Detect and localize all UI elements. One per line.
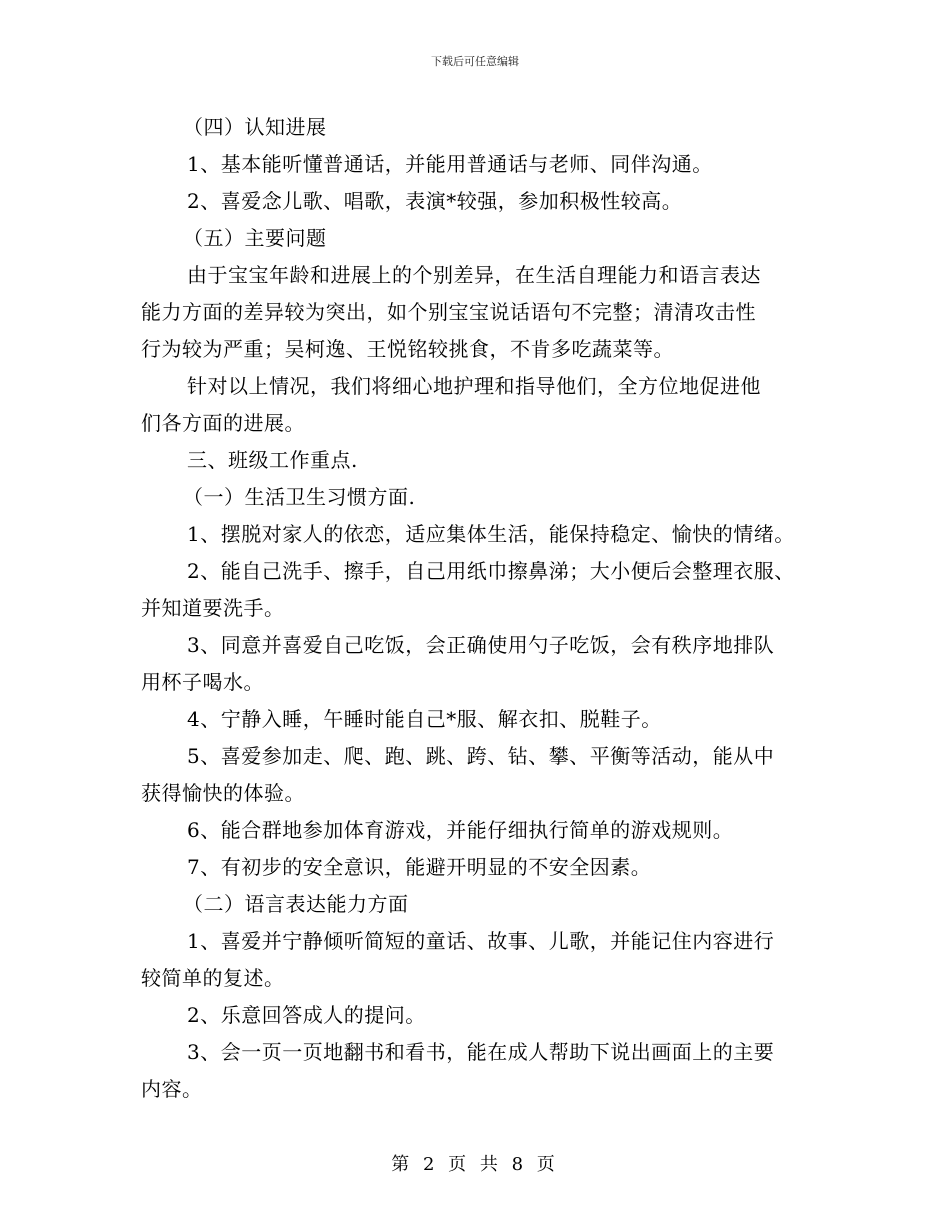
list-item: 5、喜爱参加走、爬、跑、跳、跨、钻、攀、平衡等活动，能从中 (187, 744, 775, 768)
list-item: 1、喜爱并宁静倾听简短的童话、故事、儿歌，并能记住内容进行 (187, 929, 775, 953)
list-item: 获得愉快的体验。 (141, 781, 305, 805)
section-heading: （四）认知进展 (183, 115, 327, 139)
page-number-footer: 第 2 页 共 8 页 (391, 1154, 559, 1175)
list-item: 3、同意并喜爱自己吃饭，会正确使用勺子吃饭，会有秩序地排队 (187, 633, 775, 657)
paragraph-line: 由于宝宝年龄和进展上的个别差异，在生活自理能力和语言表达 (187, 263, 761, 287)
list-item: 较简单的复述。 (141, 966, 285, 990)
paragraph-line: 针对以上情况，我们将细心地护理和指导他们，全方位地促进他 (187, 374, 761, 398)
section-heading: 三、班级工作重点. (187, 448, 358, 472)
list-item: 1、摆脱对家人的依恋，适应集体生活，能保持稳定、愉快的情绪。 (187, 522, 795, 546)
list-item: 2、喜爱念儿歌、唱歌，表演*较强，参加积极性较高。 (187, 189, 683, 213)
list-item: 3、会一页一页地翻书和看书，能在成人帮助下说出画面上的主要 (187, 1040, 775, 1064)
list-item: 6、能合群地参加体育游戏，并能仔细执行简单的游戏规则。 (187, 818, 734, 842)
list-item: 2、乐意回答成人的提问。 (187, 1003, 426, 1027)
paragraph-line: 们各方面的进展。 (141, 411, 305, 435)
list-item: 7、有初步的安全意识，能避开明显的不安全因素。 (187, 855, 652, 879)
paragraph-line: 行为较为严重；吴柯逸、王悦铭较挑食，不肯多吃蔬菜等。 (141, 337, 674, 361)
section-heading: （五）主要问题 (183, 226, 327, 250)
list-item: 并知道要洗手。 (141, 596, 285, 620)
list-item: 1、基本能听懂普通话，并能用普通话与老师、同伴沟通。 (187, 152, 713, 176)
page-header: 下载后可任意编辑 (431, 55, 519, 68)
paragraph-line: 能力方面的差异较为突出，如个别宝宝说话语句不完整；清清攻击性 (141, 300, 756, 324)
list-item: 2、能自己洗手、擦手，自己用纸巾擦鼻涕；大小便后会整理衣服、 (187, 559, 795, 583)
list-item: 用杯子喝水。 (141, 670, 264, 694)
section-heading: （一）生活卫生习惯方面. (183, 485, 416, 509)
list-item: 内容。 (141, 1077, 203, 1101)
list-item: 4、宁静入睡，午睡时能自己*服、解衣扣、脱鞋子。 (187, 707, 662, 731)
section-heading: （二）语言表达能力方面 (183, 892, 409, 916)
